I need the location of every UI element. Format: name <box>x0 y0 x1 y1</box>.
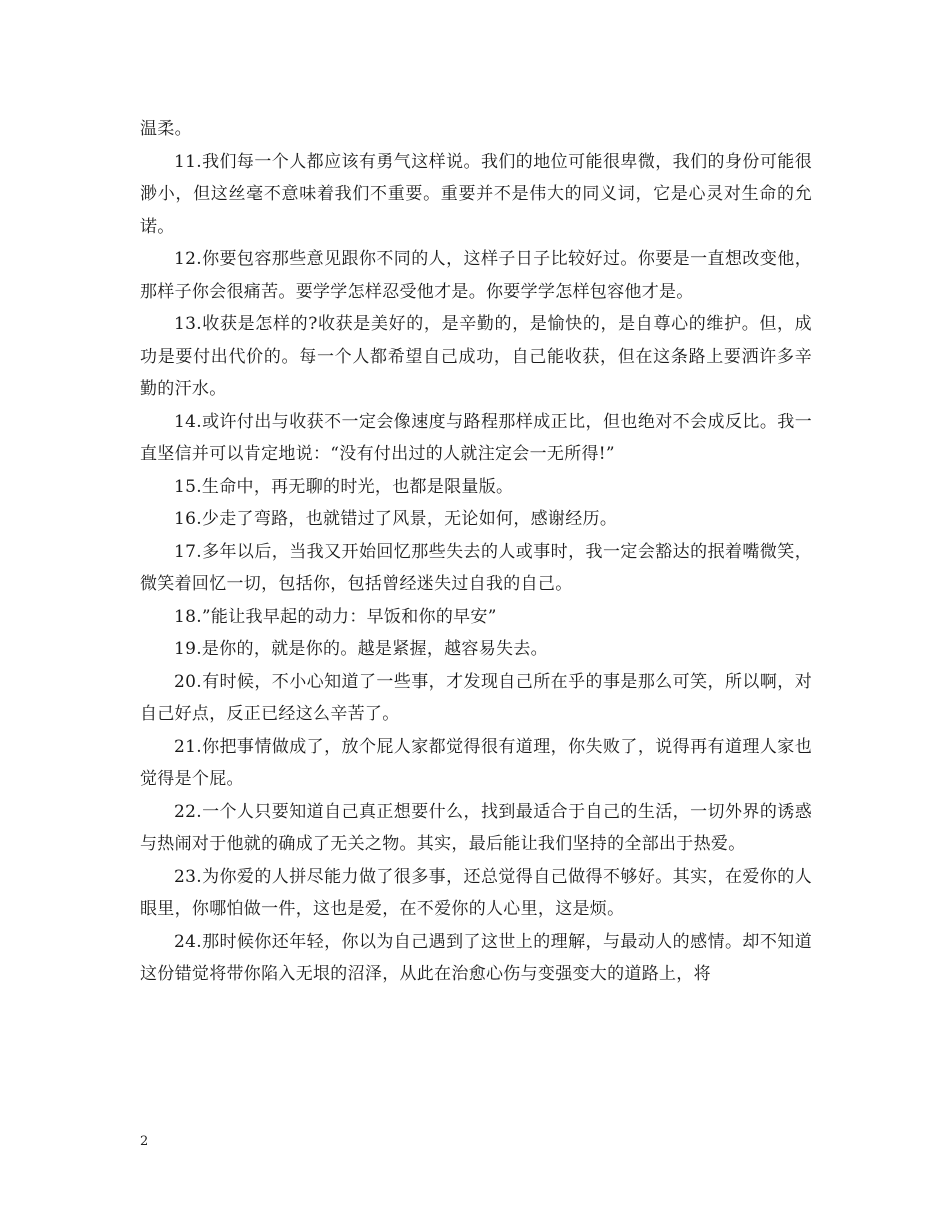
page-body <box>140 113 812 991</box>
paragraph-continuation: 温柔。 <box>140 119 192 139</box>
paragraph-23: 23.为你爱的人拼尽能力做了很多事，还总觉得自己做得不够好。其实，在爱你的人眼里，你哪怕做一件，这也是爱，在不爱你的人心里，这是烦。 <box>140 866 812 919</box>
paragraph-17: 17.多年以后，当我又开始回忆那些失去的人或事时，我一定会豁达的抿着嘴微笑，微笑着回忆一切，包括你，包括曾经迷失过自我的自己。 <box>140 541 812 594</box>
page-number: 2 <box>140 1134 149 1149</box>
paragraph-12: 12.你要包容那些意见跟你不同的人，这样子日子比较好过。你要是一直想改变他，那样子你会很痛苦。要学学怎样忍受他才是。你要学学怎样包容他才是。 <box>140 249 812 302</box>
paragraph-24: 24.那时候你还年轻，你以为自己遇到了这世上的理解，与最动人的感情。却不知道这份错觉将带你陷入无垠的沼泽，从此在治愈心伤与变强变大的道路上，将 <box>140 931 812 984</box>
paragraph-15: 15.生命中，再无聊的时光，也都是限量版。 <box>174 476 514 497</box>
paragraph-16: 16.少走了弯路，也就错过了风景，无论如何，感谢经历。 <box>174 509 618 529</box>
paragraph-14: 14.或许付出与收获不一定会像速度与路程那样成正比，但也绝对不会成反比。我一直坚信并可以肯定地说：“没有付出过的人就注定会一无所得!” <box>140 411 812 464</box>
paragraph-20: 20.有时候，不小心知道了一些事，才发现自己所在乎的事是那么可笑，所以啊，对自己好点，反正已经这么辛苦了。 <box>140 671 812 724</box>
paragraph-19: 19.是你的，就是你的。越是紧握，越容易失去。 <box>174 639 548 659</box>
paragraph-18: 18.”能让我早起的动力：早饭和你的早安” <box>174 606 497 627</box>
paragraph-21: 21.你把事情做成了，放个屁人家都觉得很有道理，你失败了，说得再有道理人家也觉得是个屁。 <box>140 736 812 789</box>
paragraph-11: 11.我们每一个人都应该有勇气这样说。我们的地位可能很卑微，我们的身份可能很渺小，但这丝毫不意味着我们不重要。重要并不是伟大的同义词，它是心灵对生命的允诺。 <box>140 151 812 237</box>
paragraph-13: 13.收获是怎样的?收获是美好的，是辛勤的，是愉快的，是自尊心的维护。但，成功是要付出代价的。每一个人都希望自己成功，自己能收获，但在这条路上要洒许多辛勤的汗水。 <box>140 314 812 399</box>
paragraph-22: 22.一个人只要知道自己真正想要什么，找到最适合于自己的生活，一切外界的诱惑与热闹对于他就的确成了无关之物。其实，最后能让我们坚持的全部出于热爱。 <box>140 801 812 854</box>
